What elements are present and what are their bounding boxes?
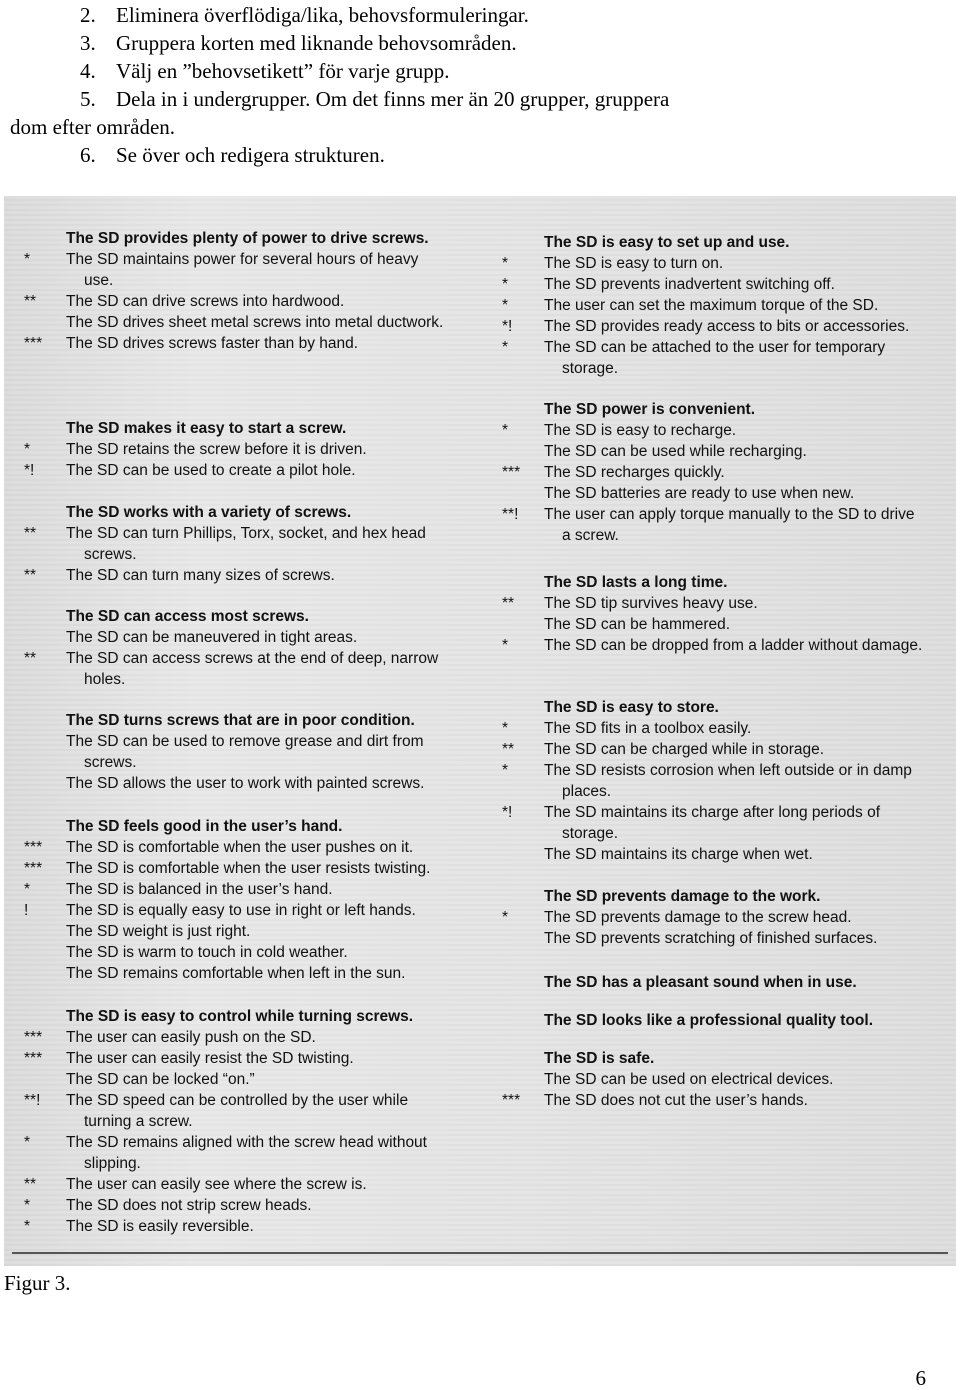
need-statement: [502, 1090, 952, 1111]
need-group-title: The SD has a pleasant sound when in use.: [544, 974, 857, 991]
importance-mark: *: [502, 637, 509, 654]
importance-mark: *: [502, 422, 509, 439]
need-statement: [502, 614, 952, 635]
step-number: 5.: [80, 87, 96, 111]
importance-mark: *!: [502, 804, 513, 821]
need-group-title: The SD is easy to store.: [544, 699, 719, 716]
need-statement: [24, 900, 494, 921]
need-group-title: The SD is safe.: [544, 1050, 655, 1067]
need-statement: [502, 760, 952, 802]
need-statement: [24, 963, 494, 984]
need-statement-text: The SD prevents inadvertent switching off.: [544, 276, 835, 293]
need-statement: [24, 439, 494, 460]
need-statement-text: The SD provides ready access to bits or accessories.: [544, 318, 910, 335]
need-group-title: The SD power is convenient.: [544, 401, 756, 418]
need-statement-text: The SD allows the user to work with painted screws.: [66, 775, 425, 792]
need-statement: [502, 337, 952, 379]
need-statement: [502, 295, 952, 316]
importance-mark: ***: [24, 1029, 43, 1046]
need-statement: [24, 1048, 494, 1069]
need-group: [24, 228, 494, 354]
step-text: Dela in i undergrupper. Om det finns mer än 20 grupper, gruppera: [116, 87, 670, 111]
need-statement: [24, 565, 494, 586]
need-statement-text: The SD can be charged while in storage.: [544, 741, 825, 758]
need-statement-text: The SD remains aligned with the screw head without slipping.: [66, 1134, 427, 1172]
step-text: Gruppera korten med liknande behovsområden.: [116, 31, 517, 55]
need-statement-text: The SD does not cut the user’s hands.: [544, 1092, 808, 1109]
importance-mark: *: [24, 1218, 31, 1235]
need-statement-text: The user can easily push on the SD.: [66, 1029, 316, 1046]
importance-mark: *: [502, 276, 509, 293]
need-statement: [24, 249, 494, 291]
need-group-title: The SD provides plenty of power to drive screws.: [66, 230, 429, 247]
need-statement-text: The SD is comfortable when the user resists twisting.: [66, 860, 431, 877]
need-statement-text: The SD can be locked “on.”: [66, 1071, 255, 1088]
importance-mark: **: [24, 525, 37, 542]
need-statement-text: The SD is balanced in the user’s hand.: [66, 881, 333, 898]
need-group-title: The SD lasts a long time.: [544, 574, 728, 591]
need-statement-text: The SD drives screws faster than by hand.: [66, 335, 359, 352]
need-statement: [24, 921, 494, 942]
step-number: 2.: [80, 3, 96, 27]
need-statement-text: The SD can be used to remove grease and dirt from screws.: [66, 733, 424, 771]
need-statement-text: The SD can drive screws into hardwood.: [66, 293, 345, 310]
importance-mark: *!: [24, 462, 35, 479]
importance-mark: **: [24, 293, 37, 310]
figure-caption: Figur 3.: [4, 1271, 71, 1295]
need-statement: [24, 333, 494, 354]
need-statement-text: The SD remains comfortable when left in the sun.: [66, 965, 406, 982]
figure-bottom-rule: [12, 1252, 948, 1254]
importance-mark: *: [24, 881, 31, 898]
importance-mark: *: [502, 255, 509, 272]
need-group-title: The SD turns screws that are in poor condition.: [66, 712, 415, 729]
need-statement-text: The SD maintains power for several hours of heavy use.: [66, 251, 419, 289]
need-group-title: The SD prevents damage to the work.: [544, 888, 821, 905]
need-statement-text: The SD is comfortable when the user pushes on it.: [66, 839, 414, 856]
need-group-title: The SD can access most screws.: [66, 608, 309, 625]
importance-mark: *: [502, 297, 509, 314]
need-group: [502, 1048, 952, 1111]
need-statement-text: The SD is easy to turn on.: [544, 255, 724, 272]
need-group-title: The SD feels good in the user’s hand.: [66, 818, 343, 835]
need-group: [502, 886, 952, 949]
need-statement-text: The SD can be used to create a pilot hole.: [66, 462, 356, 479]
need-group-title: The SD makes it easy to start a screw.: [66, 420, 347, 437]
need-statement-text: The SD can be maneuvered in tight areas.: [66, 629, 358, 646]
need-group: [502, 1010, 952, 1031]
need-statement-text: The SD recharges quickly.: [544, 464, 725, 481]
need-statement-text: The user can easily see where the screw is.: [66, 1176, 367, 1193]
need-group-title: The SD is easy to control while turning screws.: [66, 1008, 414, 1025]
step-number: 6.: [80, 143, 96, 167]
need-statement: [502, 274, 952, 295]
need-statement: [24, 731, 494, 773]
need-group-title: The SD is easy to set up and use.: [544, 234, 790, 251]
need-group: [24, 710, 494, 794]
importance-mark: *: [24, 1197, 31, 1214]
need-statement-text: The SD can be used while recharging.: [544, 443, 807, 460]
need-statement: [502, 593, 952, 614]
importance-mark: *: [24, 251, 31, 268]
need-group-title: The SD works with a variety of screws.: [66, 504, 352, 521]
step-number: 4.: [80, 59, 96, 83]
need-statement-text: The SD fits in a toolbox easily.: [544, 720, 752, 737]
need-statement-text: The SD can be dropped from a ladder without damage.: [544, 637, 923, 654]
importance-mark: *: [502, 720, 509, 737]
need-statement-text: The SD prevents damage to the screw head.: [544, 909, 852, 926]
page-number: 6: [915, 1366, 926, 1390]
need-statement: [502, 441, 952, 462]
need-group: [24, 816, 494, 984]
need-statement-text: The SD is equally easy to use in right or left hands.: [66, 902, 416, 919]
need-statement-text: The SD is warm to touch in cold weather.: [66, 944, 348, 961]
need-statement: [24, 773, 494, 794]
need-statement-text: The SD drives sheet metal screws into metal ductwork.: [66, 314, 444, 331]
importance-mark: **!: [24, 1092, 41, 1109]
importance-mark: *: [502, 909, 509, 926]
need-statement-text: The SD prevents scratching of finished surfaces.: [544, 930, 878, 947]
need-statement: [24, 460, 494, 481]
need-group: [24, 502, 494, 586]
need-statement: [24, 1069, 494, 1090]
need-statement-text: The SD is easily reversible.: [66, 1218, 254, 1235]
importance-mark: **: [502, 595, 515, 612]
need-statement-text: The SD can be used on electrical devices.: [544, 1071, 834, 1088]
importance-mark: **: [502, 741, 515, 758]
importance-mark: ***: [24, 839, 43, 856]
need-statement: [24, 1132, 494, 1174]
need-group: [24, 418, 494, 481]
importance-mark: *: [24, 1134, 31, 1151]
need-statement: [502, 802, 952, 844]
need-statement: [502, 1069, 952, 1090]
need-group: [502, 972, 952, 993]
need-group: [502, 697, 952, 865]
need-statement: [24, 942, 494, 963]
need-group-title: The SD looks like a professional quality tool.: [544, 1012, 874, 1029]
need-statement: [24, 1216, 494, 1237]
need-statement-text: The SD resists corrosion when left outside or in damp places.: [544, 762, 912, 800]
need-statement: [502, 420, 952, 441]
need-statement-text: The SD can turn many sizes of screws.: [66, 567, 335, 584]
importance-mark: **!: [502, 506, 519, 523]
need-statement: [24, 291, 494, 312]
need-statement: [502, 928, 952, 949]
importance-mark: ***: [24, 860, 43, 877]
need-statement: [502, 718, 952, 739]
step-number: 3.: [80, 31, 96, 55]
need-statement: [502, 483, 952, 504]
need-group: [24, 606, 494, 690]
importance-mark: ***: [502, 1092, 521, 1109]
step-text: Välj en ”behovsetikett” för varje grupp.: [116, 59, 450, 83]
need-statement-text: The SD weight is just right.: [66, 923, 251, 940]
need-group: [24, 1006, 494, 1237]
need-statement-text: The user can set the maximum torque of the SD.: [544, 297, 879, 314]
importance-mark: *: [502, 762, 509, 779]
need-group: [502, 232, 952, 379]
need-group: [502, 572, 952, 656]
importance-mark: *!: [502, 318, 513, 335]
need-statement: [24, 648, 494, 690]
step-text: Se över och redigera strukturen.: [116, 143, 385, 167]
need-statement: [24, 523, 494, 565]
need-statement-text: The SD maintains its charge after long periods of storage.: [544, 804, 881, 842]
need-statement: [24, 1174, 494, 1195]
need-statement-text: The SD retains the screw before it is driven.: [66, 441, 367, 458]
need-statement: [24, 312, 494, 333]
need-statement-text: The user can apply torque manually to the SD to drive a screw.: [544, 506, 915, 544]
need-statement-text: The SD can be attached to the user for temporary storage.: [544, 339, 886, 377]
need-statement: [24, 627, 494, 648]
need-statement: [502, 635, 952, 656]
importance-mark: ***: [502, 464, 521, 481]
need-statement: [24, 879, 494, 900]
need-statement: [24, 858, 494, 879]
need-statement-text: The SD tip survives heavy use.: [544, 595, 758, 612]
need-statement-text: The SD speed can be controlled by the user while turning a screw.: [66, 1092, 409, 1130]
need-statement: [502, 844, 952, 865]
need-statement-text: The SD can turn Phillips, Torx, socket, and hex head screws.: [66, 525, 426, 563]
need-statement: [502, 907, 952, 928]
importance-mark: **: [24, 567, 37, 584]
need-statement-text: The SD can be hammered.: [544, 616, 731, 633]
importance-mark: **: [24, 650, 37, 667]
need-statement: [502, 504, 952, 546]
need-statement-text: The SD is easy to recharge.: [544, 422, 737, 439]
importance-mark: **: [24, 1176, 37, 1193]
need-statement: [24, 1090, 494, 1132]
importance-mark: ***: [24, 335, 43, 352]
need-statement: [502, 739, 952, 760]
importance-mark: *: [502, 339, 509, 356]
scanned-figure: [4, 196, 956, 1266]
need-statement: [24, 1195, 494, 1216]
step-text: Eliminera överflödiga/lika, behovsformuleringar.: [116, 3, 529, 27]
need-statement-text: The SD maintains its charge when wet.: [544, 846, 813, 863]
step-text-continuation: dom efter områden.: [10, 115, 176, 139]
importance-mark: ***: [24, 1050, 43, 1067]
need-statement: [24, 837, 494, 858]
importance-mark: !: [24, 902, 29, 919]
importance-mark: *: [24, 441, 31, 458]
need-statement-text: The SD batteries are ready to use when new.: [544, 485, 855, 502]
need-statement-text: The SD does not strip screw heads.: [66, 1197, 312, 1214]
need-statement-text: The SD can access screws at the end of deep, narrow holes.: [66, 650, 439, 688]
need-statement-text: The user can easily resist the SD twisting.: [66, 1050, 354, 1067]
need-statement: [502, 462, 952, 483]
need-group: [502, 399, 952, 546]
need-statement: [502, 316, 952, 337]
need-statement: [502, 253, 952, 274]
need-statement: [24, 1027, 494, 1048]
